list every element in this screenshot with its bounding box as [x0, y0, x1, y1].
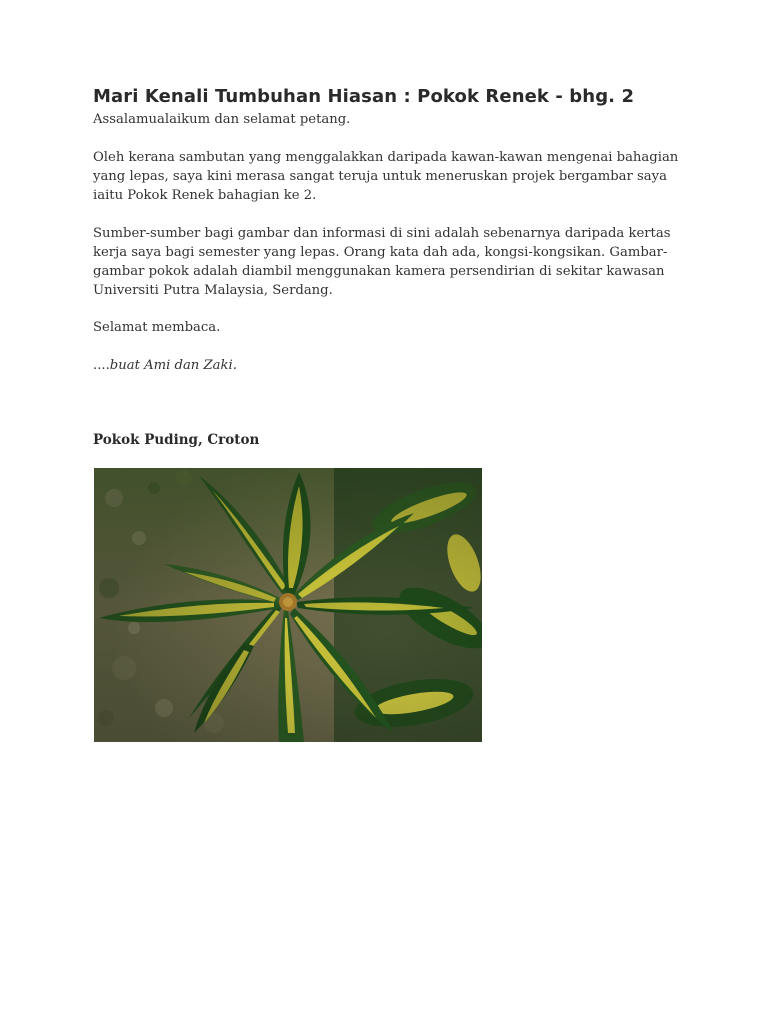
closing-text: Selamat membaca. — [93, 320, 221, 335]
intro-paragraph: Oleh kerana sambutan yang menggalakkan daripada kawan-kawan mengenai bahagian yang lepas, saya kini merasa sangat teruja untuk meneruskan projek bergambar saya iaitu Pokok Renek bahagian ke 2. — [93, 150, 679, 203]
signoff-text: buat Ami dan Zaki. — [109, 358, 237, 373]
croton-plant-photo — [94, 468, 482, 742]
sources-paragraph: Sumber-sumber bagi gambar dan informasi di sini adalah sebenarnya daripada kertas kerja saya bagi semester yang lepas. Orang kata dah ada, kongsi-kongsikan. Gambar-gambar pokok adalah diambil menggunakan kamera persendirian di sekitar kawasan Universiti Putra Malaysia, Serdang. — [93, 226, 671, 298]
section-heading: Pokok Puding, Croton — [93, 432, 260, 448]
signoff-prefix: .... — [93, 358, 110, 373]
document-title: Mari Kenali Tumbuhan Hiasan : Pokok Renek - bhg. 2 — [93, 86, 635, 107]
signoff — [93, 356, 693, 375]
greeting-text: Assalamualaikum dan selamat petang. — [93, 112, 351, 127]
